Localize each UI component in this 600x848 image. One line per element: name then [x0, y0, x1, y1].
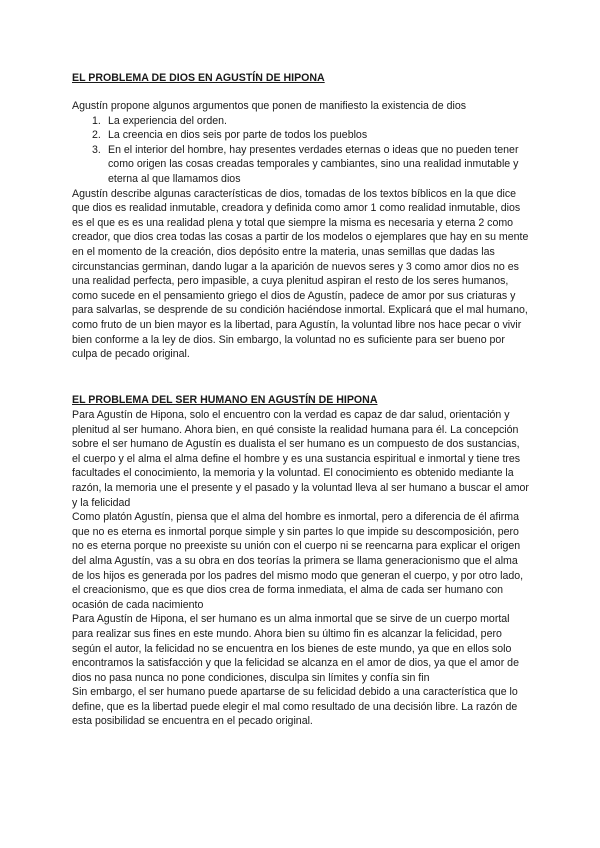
list-item	[72, 128, 530, 143]
list-text: En el interior del hombre, hay presentes verdades eternas o ideas que no pueden tener como origen las cosas creadas temporales y cambiantes, sino una realidad inmutable y eterna al que llamamos dios	[108, 143, 519, 185]
body-paragraph: Para Agustín de Hipona, solo el encuentro con la verdad es capaz de dar salud, orientación y plenitud al ser humano. Ahora bien, en qué consiste la realidad humana para él. La concepción sobre el ser humano de Agustín es dualista el ser humano es un compuesto de dos sustancias, el cuerpo y el alma el alma define el hombre y es una sustancia espiritual e inmortal y tiene tres facultades el conocimiento, la memoria y la voluntad. El conocimiento es obtenido mediante la razón, la memoria une el presente y el pasado y la voluntad lleva al ser humano a buscar el amor y la felicidad	[72, 409, 529, 509]
section-title: EL PROBLEMA DE DIOS EN AGUSTÍN DE HIPONA	[72, 72, 325, 84]
list-number: 1.	[92, 114, 101, 127]
list-text: La creencia en dios seis por parte de todos los pueblos	[108, 129, 368, 142]
intro-paragraph: Agustín propone algunos argumentos que ponen de manifiesto la existencia de dios	[72, 100, 467, 112]
list-item	[72, 114, 530, 129]
list-number: 2.	[92, 129, 101, 142]
section-god	[72, 71, 530, 362]
body-paragraph: Sin embargo, el ser humano puede apartarse de su felicidad debido a una característica que lo define, que es la libertad puede elegir el mal como resultado de una decisión libre. La razón de esta posibilidad se encuentra en el pecado original.	[72, 686, 518, 728]
list-text: La experiencia del orden.	[108, 114, 227, 127]
arguments-list	[72, 114, 530, 187]
list-item	[72, 143, 530, 187]
body-paragraph: Para Agustín de Hipona, el ser humano es un alma inmortal que se sirve de un cuerpo mortal para realizar sus fines en este mundo. Ahora bien su último fin es alcanzar la felicidad, pero según el autor, la felicidad no se encuentra en los bienes de este mundo, ya que en ellos solo encontramos la satisfacción y que la felicidad se alcanza en el amor de dios, ya que el amor de dios no pasa nunca no pone condiciones, disculpa sin límites y confía sin fin	[72, 613, 519, 684]
section-human	[72, 393, 530, 729]
section-title: EL PROBLEMA DEL SER HUMANO EN AGUSTÍN DE HIPONA	[72, 394, 378, 406]
list-number: 3.	[92, 143, 101, 156]
body-paragraph: Como platón Agustín, piensa que el alma del hombre es inmortal, pero a diferencia de él afirma que no es eterna es inmortal porque simple y sin partes lo que impide su descomposición, pero no es eterna porque no preexiste su unión con el cuerpo ni se reencarna para explicar el origen del alma Agustín, vas a su obra en dos teorías la primera se llama generacionismo que el alma de los hijos es generada por los padres del mismo modo que generan el cuerpo, y por otro lado, el creacionismo, que es que dios crea de forma inmediata, el alma de cada ser humano con ocasión de cada nacimiento	[72, 511, 524, 611]
body-paragraph: Agustín describe algunas características de dios, tomadas de los textos bíblicos en la que dice que dios es realidad inmutable, creadora y definida como amor 1 como realidad inmutable, dios es el que es es una realidad plena y total que siempre la misma es necesaria y eterna 2 como creador, que dios crea todas las cosas a partir de los modelos o ejemplares que hay en su mente en el momento de la creación, dios depósito entre la materia, unas semillas que dadas las circunstancias germinan, dando lugar a la aparición de nuevos seres y 3 como amor dios no es una realidad perfecta, pero impasible, a cuya plenitud aspiran el resto de los seres humanos, como sucede en el pensamiento griego el dios de Agustín, padece de amor por sus criaturas y para salvarlas, se desprende de su condición haciéndose inmortal. Explicará que el mal humano, como fruto de un bien mayor es la libertad, para Agustín, la voluntad libre nos hace pecar o vivir bien conforme a la ley de dios. Sin embargo, la voluntad no es suficiente para ser bueno por culpa de pecado original.	[72, 187, 529, 361]
